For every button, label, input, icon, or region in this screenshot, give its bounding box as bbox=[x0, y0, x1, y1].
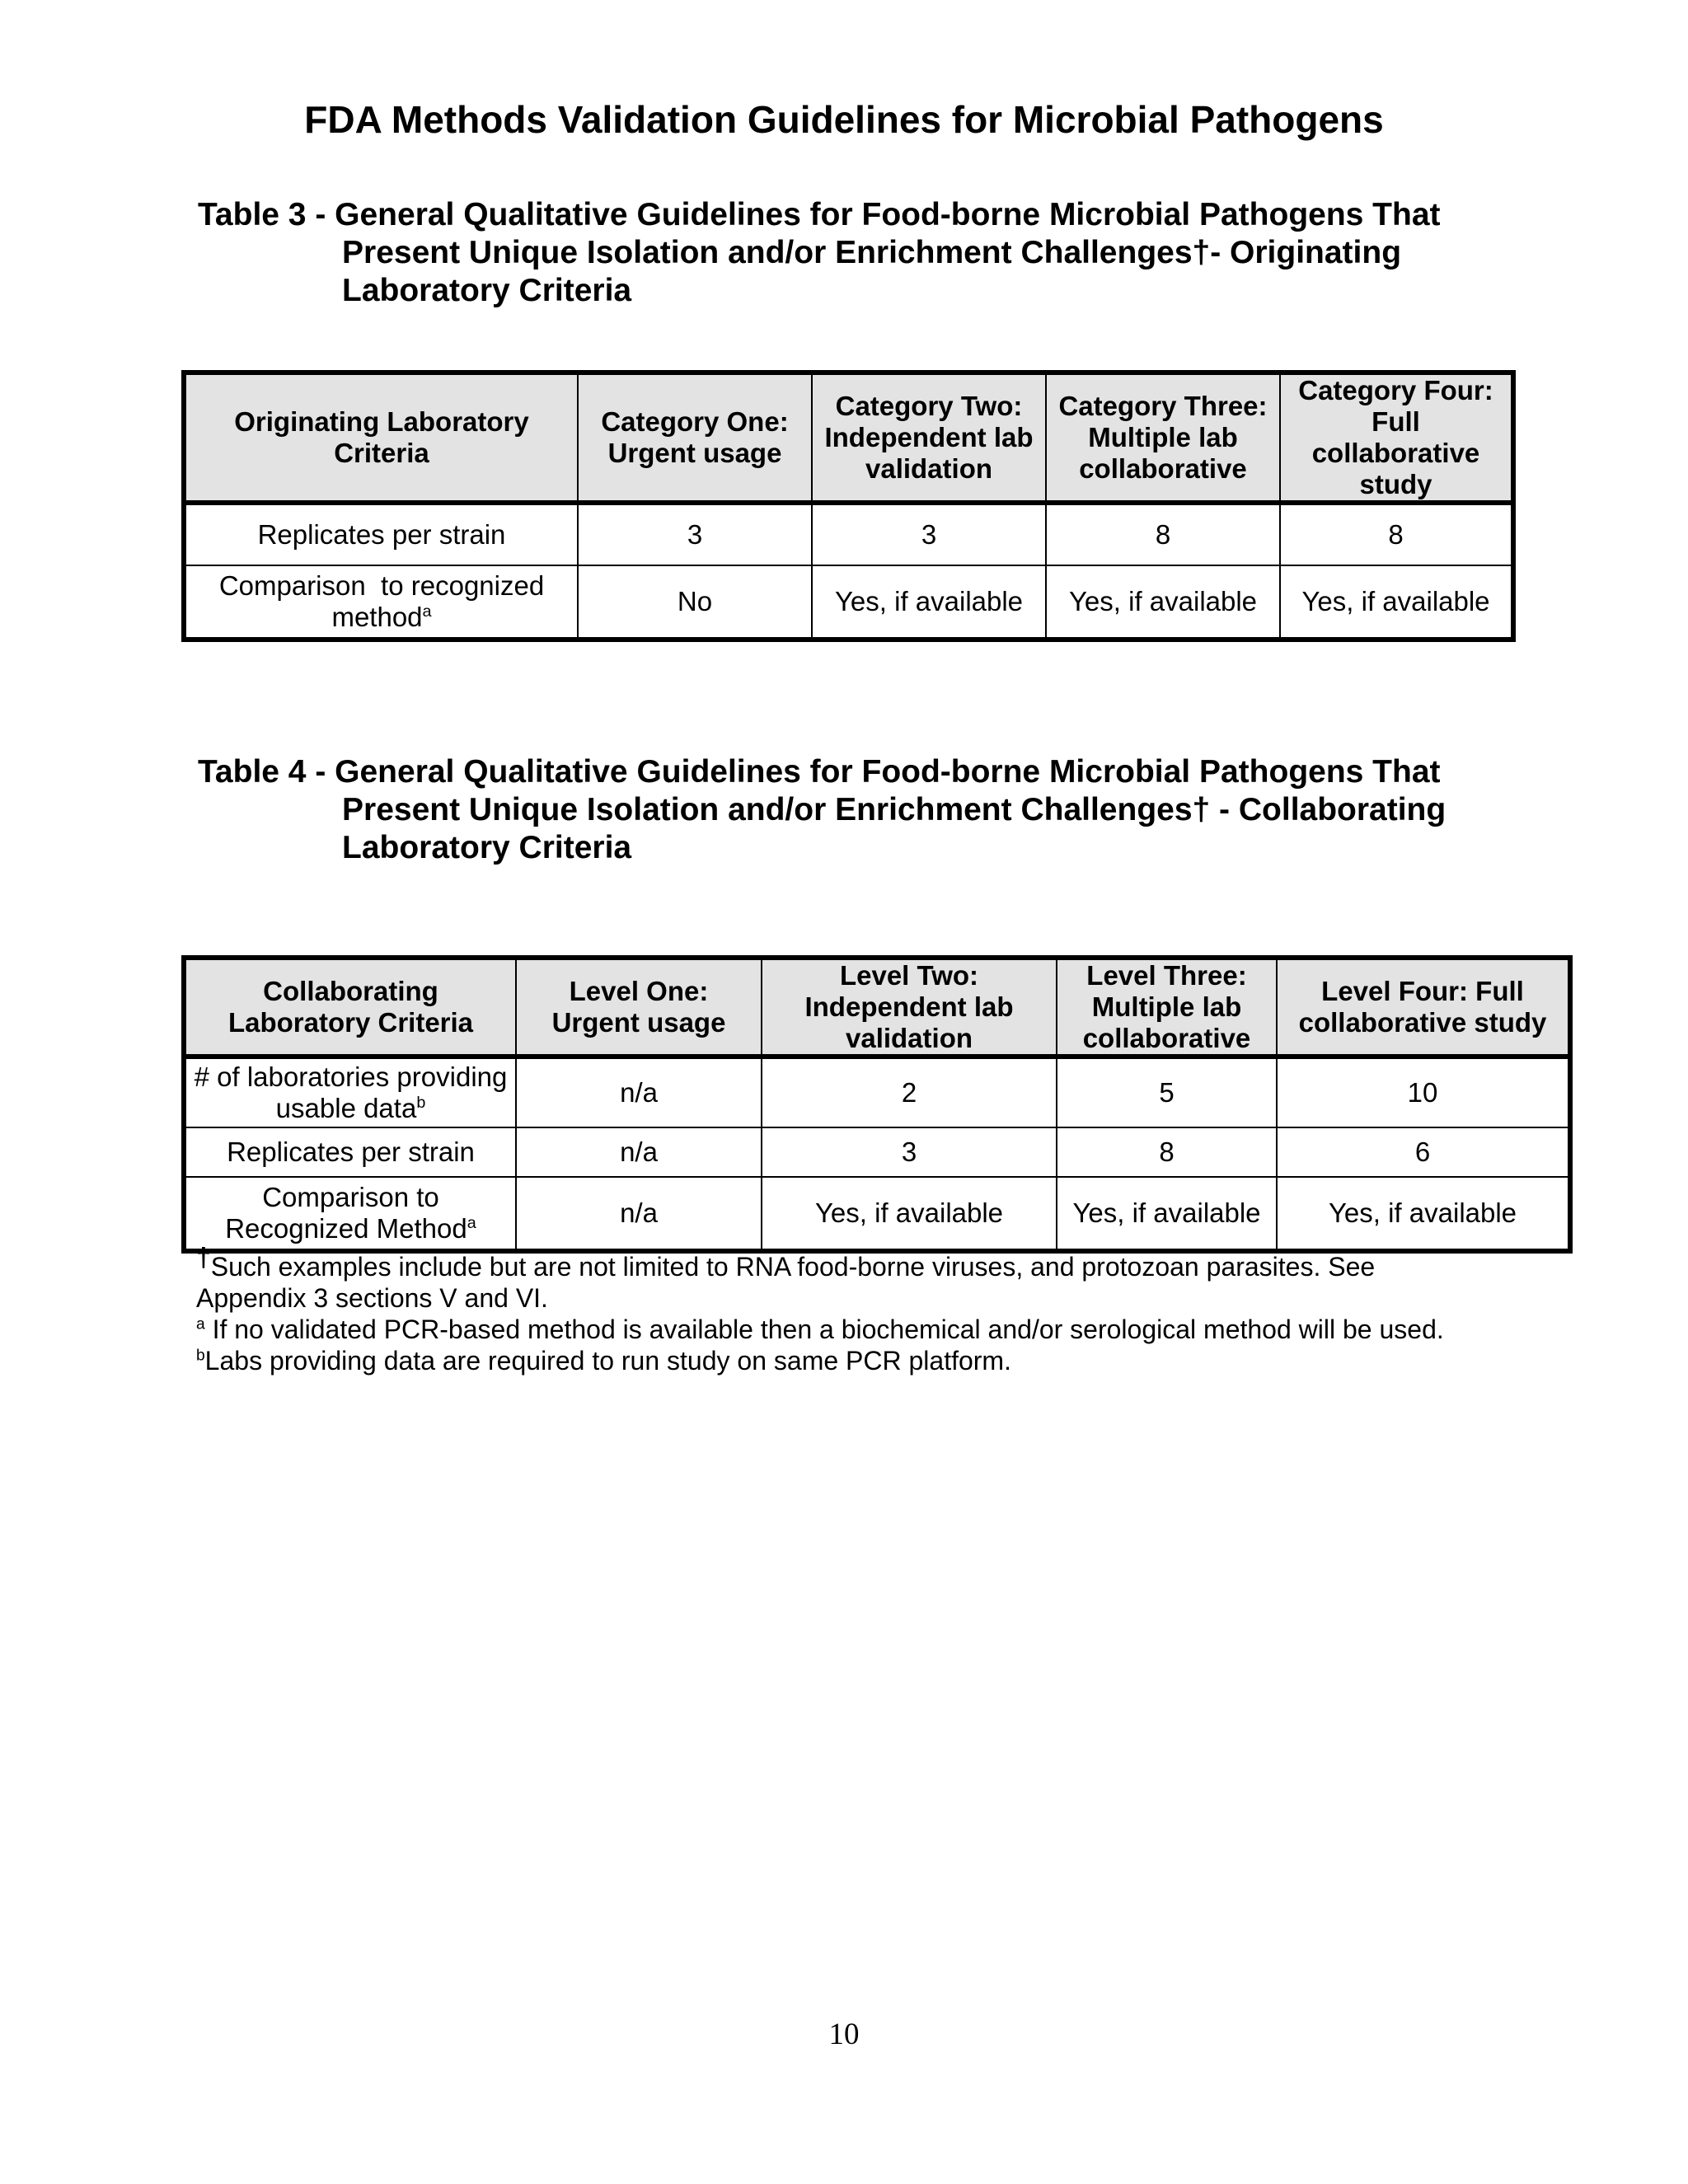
table4-caption-line-1: Table 4 - General Qualitative Guidelines for Food-borne Microbial Pathogens That bbox=[198, 754, 1441, 790]
table3-caption-line-1: Table 3 - General Qualitative Guidelines for Food-borne Microbial Pathogens That bbox=[198, 197, 1441, 232]
table4-header-level-four: Level Four: Full collaborative study bbox=[1277, 958, 1570, 1057]
table4-row-label bbox=[184, 1177, 516, 1251]
collaborating-laboratory-criteria-table bbox=[181, 955, 1573, 1254]
table4-row-label bbox=[184, 1127, 516, 1177]
table3-header-category-two: Category Two: Independent lab validation bbox=[812, 373, 1046, 503]
table-cell: Yes, if available bbox=[812, 565, 1046, 640]
table4-caption bbox=[198, 753, 1533, 867]
table3-row-label bbox=[184, 565, 578, 640]
row-label-text: Comparison to Recognized Method bbox=[225, 1182, 467, 1244]
footnote-text: Such examples include but are not limited to RNA food-borne viruses, and protozoan parasites. See Appendix 3 sections V and VI. bbox=[196, 1252, 1376, 1313]
table4-caption-line-2: Present Unique Isolation and/or Enrichment Challenges† - Collaborating bbox=[342, 792, 1447, 827]
table-row bbox=[184, 1127, 1570, 1177]
table-cell: 2 bbox=[762, 1057, 1057, 1127]
table-cell: n/a bbox=[516, 1057, 762, 1127]
footnote-text: If no validated PCR-based method is available then a biochemical and/or serological method will be used. bbox=[204, 1315, 1444, 1344]
table-row bbox=[184, 1177, 1570, 1251]
footnote-a bbox=[196, 1314, 1449, 1345]
footnote-text: Labs providing data are required to run study on same PCR platform. bbox=[204, 1346, 1011, 1376]
table4-header-level-one: Level One: Urgent usage bbox=[516, 958, 762, 1057]
table-cell: Yes, if available bbox=[1057, 1177, 1277, 1251]
footnote-dagger bbox=[196, 1242, 1449, 1314]
page-title: FDA Methods Validation Guidelines for Microbial Pathogens bbox=[304, 98, 1384, 141]
table4-caption-line-3: Laboratory Criteria bbox=[342, 830, 632, 865]
table-row bbox=[184, 565, 1513, 640]
table4-header-criteria: Collaborating Laboratory Criteria bbox=[184, 958, 516, 1057]
footnote-b bbox=[196, 1345, 1449, 1376]
table-row bbox=[184, 1057, 1570, 1127]
table-cell: 10 bbox=[1277, 1057, 1570, 1127]
originating-laboratory-criteria-table bbox=[181, 370, 1516, 642]
footnotes bbox=[196, 1242, 1449, 1376]
table-cell: n/a bbox=[516, 1127, 762, 1177]
table-cell: 8 bbox=[1280, 503, 1513, 565]
table-cell: 5 bbox=[1057, 1057, 1277, 1127]
footnote-marker: b bbox=[196, 1347, 205, 1365]
table3-header-category-one: Category One: Urgent usage bbox=[578, 373, 812, 503]
table4-row-label bbox=[184, 1057, 516, 1127]
table-cell: 8 bbox=[1057, 1127, 1277, 1177]
table3-caption-line-3: Laboratory Criteria bbox=[342, 273, 632, 308]
row-label-text: Comparison to recognized method bbox=[218, 570, 552, 632]
table4-header-level-two: Level Two: Independent lab validation bbox=[762, 958, 1057, 1057]
table3-caption bbox=[198, 196, 1533, 310]
row-label-text: Replicates per strain bbox=[257, 519, 506, 550]
table3-header-row bbox=[184, 373, 1513, 503]
table-cell: No bbox=[578, 565, 812, 640]
row-label-text: # of laboratories providing usable data bbox=[194, 1062, 508, 1123]
table-cell: 3 bbox=[762, 1127, 1057, 1177]
table-cell: n/a bbox=[516, 1177, 762, 1251]
table4-header-row bbox=[184, 958, 1570, 1057]
table-row bbox=[184, 503, 1513, 565]
table-cell: 8 bbox=[1046, 503, 1280, 565]
table3-header-category-three: Category Three: Multiple lab collaborative bbox=[1046, 373, 1280, 503]
table-cell: Yes, if available bbox=[1280, 565, 1513, 640]
page-number: 10 bbox=[828, 2018, 860, 2051]
footnote-marker: † bbox=[196, 1242, 211, 1272]
table-cell: Yes, if available bbox=[1046, 565, 1280, 640]
table-cell: 6 bbox=[1277, 1127, 1570, 1177]
table-cell: Yes, if available bbox=[1277, 1177, 1570, 1251]
table-cell: 3 bbox=[578, 503, 812, 565]
footnote-marker: a bbox=[422, 602, 432, 621]
table-cell: Yes, if available bbox=[762, 1177, 1057, 1251]
footnote-marker: b bbox=[416, 1094, 426, 1112]
table4-header-level-three: Level Three: Multiple lab collaborative bbox=[1057, 958, 1277, 1057]
table3-header-category-four: Category Four: Full collaborative study bbox=[1280, 373, 1513, 503]
footnote-marker: a bbox=[196, 1315, 205, 1333]
table3-header-criteria: Originating Laboratory Criteria bbox=[184, 373, 578, 503]
table3-caption-line-2: Present Unique Isolation and/or Enrichment Challenges†- Originating bbox=[342, 235, 1402, 270]
table-cell: 3 bbox=[812, 503, 1046, 565]
row-label-text: Replicates per strain bbox=[227, 1137, 475, 1167]
table3-row-label bbox=[184, 503, 578, 565]
footnote-marker: a bbox=[467, 1214, 476, 1232]
